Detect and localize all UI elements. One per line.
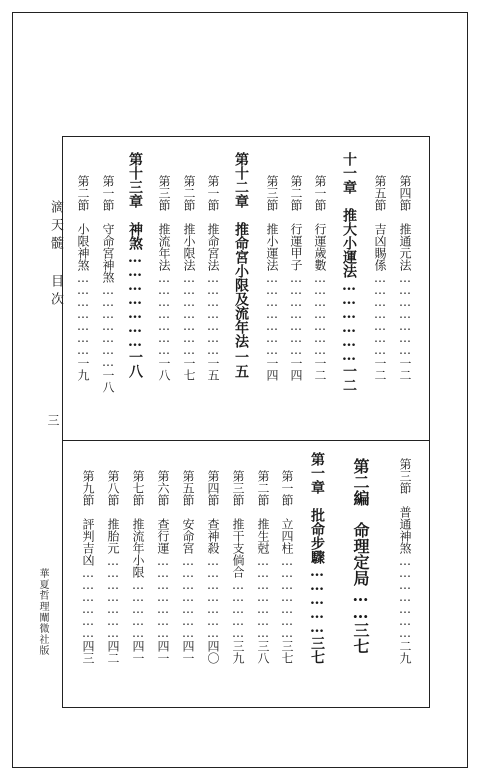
toc-entry — [399, 458, 411, 664]
toc-chapter-heading — [310, 452, 324, 664]
toc-entry-label: 第五節 — [373, 175, 387, 211]
toc-entry-label: 第三節 — [157, 175, 171, 211]
toc-entry-label: 第十三章 — [127, 152, 143, 208]
toc-entry-label: 第九節 — [81, 470, 95, 506]
leader-dots: ………………… — [373, 271, 387, 355]
toc-entry-page: 四〇 — [206, 640, 220, 664]
toc-entry — [77, 175, 89, 381]
toc-entry-label: 第三節 — [398, 458, 412, 494]
toc-entry-title: 推干支倘合 — [231, 518, 245, 578]
leader-dots: ……………… — [81, 566, 95, 638]
toc-entry-title: 推通元法 — [398, 223, 412, 271]
toc-entry-page: 二九 — [398, 640, 412, 664]
toc-entry — [257, 470, 269, 664]
toc-entry-title: 推胎元 — [106, 518, 120, 554]
leader-dots: …………… — [231, 578, 245, 638]
toc-entry-label: 第八節 — [106, 470, 120, 506]
toc-entry-page: 三七 — [351, 622, 370, 654]
toc-entry-label: 第二節 — [256, 470, 270, 506]
toc-entry — [374, 175, 386, 381]
toc-entry-title: 推命宮法 — [206, 223, 220, 271]
toc-entry-label: 第三節 — [231, 470, 245, 506]
leader-dots: ………………… — [206, 271, 220, 355]
toc-entry-page: 一九 — [76, 357, 90, 381]
toc-entry-title: 立四柱 — [280, 518, 294, 554]
toc-entry — [157, 470, 169, 664]
toc-entry-page: 四三 — [81, 640, 95, 664]
toc-entry-page: 四一 — [181, 640, 195, 664]
toc-entry-page: 一五 — [206, 357, 220, 381]
toc-entry-title: 推生尅 — [256, 518, 270, 554]
toc-entry-label: 第十二章 — [233, 152, 249, 208]
toc-entry-page: 一四 — [265, 357, 279, 381]
toc-entry-label: 第二節 — [289, 175, 303, 211]
toc-entry-label: 第一章 — [309, 452, 325, 494]
leader-dots: ………………… — [256, 554, 270, 638]
toc-entry-page: 一八 — [127, 350, 143, 378]
leader-dots: ………………… — [76, 271, 90, 355]
toc-entry-title: 小限神煞 — [76, 223, 90, 271]
toc-entry-title: 推流年法 — [157, 223, 171, 271]
toc-entry-title: 推大小運法 — [341, 208, 357, 278]
toc-entry-title: 吉凶賜係 — [373, 223, 387, 271]
toc-entry-page: 一二 — [373, 357, 387, 381]
leader-dots: ………………… — [280, 554, 294, 638]
leader-dots: ………………… — [206, 554, 220, 638]
toc-entry-page: 三八 — [256, 640, 270, 664]
leader-dots: ……………… — [341, 278, 357, 362]
publisher-imprint: 華夏哲理闡微社版 — [37, 568, 48, 656]
toc-entry-title: 推命宮小限及流年法 — [233, 222, 249, 348]
toc-entry-page: 四一 — [131, 640, 145, 664]
toc-entry-title: 行運甲子 — [289, 223, 303, 271]
toc-entry-title: 神煞 — [127, 222, 143, 250]
toc-entry-label: 第五節 — [181, 470, 195, 506]
toc-entry-page: 三七 — [309, 636, 325, 664]
toc-entry-label: 第一節 — [206, 175, 220, 211]
toc-divider — [62, 440, 430, 441]
leader-dots: ………………… — [398, 271, 412, 355]
toc-entry — [232, 470, 244, 664]
leader-dots: ………………… — [156, 554, 170, 638]
toc-chapter-heading — [234, 152, 248, 378]
toc-entry-title: 安命宮 — [181, 518, 195, 554]
toc-entry-title: 推流年小限 — [131, 518, 145, 578]
toc-entry-page: 一五 — [233, 350, 249, 378]
toc-entry-page: 四二 — [106, 640, 120, 664]
leader-dots: ………………… — [289, 271, 303, 355]
toc-entry — [281, 470, 293, 664]
toc-entry — [82, 470, 94, 664]
toc-entry-title: 評判吉凶 — [81, 518, 95, 566]
toc-entry-page: 一七 — [182, 357, 196, 381]
toc-entry-label: 第二編 — [351, 458, 370, 506]
toc-entry-label: 第七節 — [131, 470, 145, 506]
toc-entry-page: 一二 — [341, 364, 357, 392]
toc-entry-title: 守命宮神煞 — [101, 223, 115, 283]
toc-entry — [266, 175, 278, 381]
toc-entry-label: 十一章 — [341, 152, 357, 194]
toc-entry-title: 查神殺 — [206, 518, 220, 554]
toc-entry — [107, 470, 119, 664]
toc-entry — [399, 175, 411, 381]
leader-dots: ………………… — [127, 250, 143, 348]
running-head: 滴天髓 目次 — [48, 200, 63, 310]
toc-entry — [132, 470, 144, 664]
toc-entry-title: 批命步驟 — [309, 508, 325, 564]
toc-entry-page: 一八 — [157, 357, 171, 381]
toc-entry-page: 一二 — [398, 357, 412, 381]
toc-entry — [314, 175, 326, 381]
toc-entry — [182, 470, 194, 664]
leader-dots: ………………… — [157, 271, 171, 355]
toc-entry — [207, 470, 219, 664]
toc-part-heading — [352, 458, 368, 654]
leader-dots: ………………… — [101, 283, 115, 367]
toc-entry-label: 第二節 — [76, 175, 90, 211]
toc-entry-label: 第六節 — [156, 470, 170, 506]
leader-dots: ………………… — [182, 271, 196, 355]
toc-entry-title: 行運歲數 — [313, 223, 327, 271]
leader-dots: ………………… — [181, 554, 195, 638]
toc-entry-page: 三九 — [231, 640, 245, 664]
leader-dots: ………………… — [313, 271, 327, 355]
toc-entry-title: 查行運 — [156, 518, 170, 554]
toc-entry-label: 第二節 — [182, 175, 196, 211]
leader-dots: ………………… — [265, 271, 279, 355]
toc-entry-label: 第一節 — [101, 175, 115, 211]
toc-entry-label: 第一節 — [280, 470, 294, 506]
toc-entry — [183, 175, 195, 381]
toc-entry-page: 一四 — [289, 357, 303, 381]
leader-dots: …… — [351, 586, 370, 620]
toc-entry-page: 一二 — [313, 357, 327, 381]
page-number: 三 — [46, 414, 60, 426]
toc-chapter-heading — [342, 152, 356, 392]
toc-chapter-heading — [128, 152, 142, 378]
toc-entry-title: 命理定局 — [351, 522, 370, 586]
toc-entry-label: 第四節 — [206, 470, 220, 506]
leader-dots: ………………… — [398, 554, 412, 638]
toc-entry-label: 第四節 — [398, 175, 412, 211]
toc-entry — [290, 175, 302, 381]
toc-entry — [158, 175, 170, 381]
toc-entry-page: 四一 — [156, 640, 170, 664]
toc-entry-title: 推小限法 — [182, 223, 196, 271]
toc-entry — [102, 175, 114, 393]
toc-entry-title: 普通神煞 — [398, 506, 412, 554]
toc-entry — [207, 175, 219, 381]
toc-entry-title: 推小運法 — [265, 223, 279, 271]
toc-entry-label: 第三節 — [265, 175, 279, 211]
leader-dots: …………… — [131, 578, 145, 638]
leader-dots: …………… — [309, 564, 325, 634]
toc-entry-page: 三七 — [280, 640, 294, 664]
toc-entry-page: 一八 — [101, 369, 115, 393]
toc-entry-label: 第一節 — [313, 175, 327, 211]
leader-dots: ………………… — [106, 554, 120, 638]
